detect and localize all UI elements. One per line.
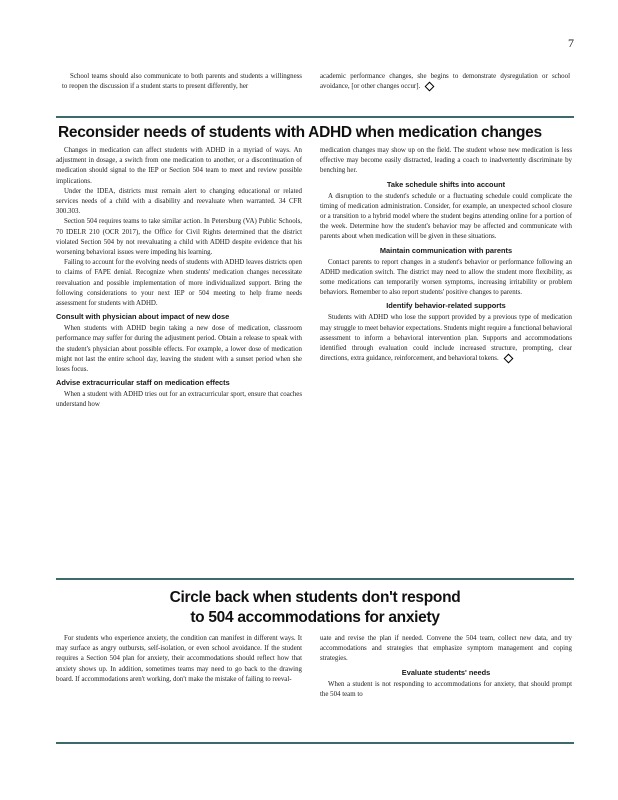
section1-heading: Reconsider needs of students with ADHD when medication changes [58, 124, 542, 141]
section2-heading-line1: Circle back when students don't respond [169, 589, 461, 606]
section1-left-column [56, 146, 302, 411]
right-top-text: medication changes may show up on the field. The student whose new medication is less effective may become easily distracted, leading a coach to inadvertently discriminate by benching her. [320, 147, 572, 175]
subheading-parent-communication: Maintain communication with parents [379, 245, 513, 255]
extracurricular-text: When a student with ADHD tries out for an extracurricular sport, ensure that coaches understand how [56, 391, 302, 409]
section2-right-top-text: uate and revise the plan if needed. Convene the 504 team, collect new data, and try accommodations and strategies that emphasize symptom management and coping strategies. [320, 635, 572, 663]
section1-para-4: Failing to account for the evolving needs of students with ADHD leaves districts open to claims of FAPE denial. Recognize when students' medication changes necessitate reevaluation and possible implementation of more individualized support. Bring the following considerations to your next IEP or 504 meeting to help frame needs assessment for students with ADHD. [56, 259, 302, 308]
subheading-evaluate-needs: Evaluate students' needs [401, 667, 491, 677]
schedule-shifts-text: A disruption to the student's schedule or a fluctuating schedule could complicate the timing of medication administration. Consider, for example, an unexpected school closure or a transition to a hybrid model where the student begins attending online for a portion of the week. Determine how the student's behavior may be affected and communicate with parents about when medication will be given in these situations. [320, 192, 572, 241]
section1-para-2: Under the IDEA, districts must remain alert to changing educational or related services needs of a child with a disability and reevaluate when warranted. 34 CFR 300.303. [56, 187, 302, 216]
end-mark-icon [503, 354, 513, 364]
section2-heading-line2: to 504 accommodations for anxiety [190, 609, 440, 626]
section2-heading [56, 588, 574, 628]
evaluate-needs-text: When a student is not responding to accommodations for anxiety, that should prompt the 504 team to [320, 680, 572, 698]
section2-left-text: For students who experience anxiety, the condition can manifest in different ways. It may surface as angry outbursts, self-isolation, or even school avoidance. If the student requires a Section 504 plan for anxiety, their accommodations should reflect how that anxiety shows up. In addition, sometimes teams may need to go back to the drawing board. If accommodations aren't working, don't make the mistake of failing to reeval- [56, 635, 302, 683]
consult-physician-text: When students with ADHD begin taking a new dose of medication, classroom performance may suffer for during the adjustment period. Obtain a release to speak with the student's physician about possible effects. For example, a lower dose of medication might not last the entire school day, leaving the student with a sunset period when she loses focus. [56, 325, 302, 374]
end-mark-icon [425, 82, 435, 92]
intro-left-text: School teams should also communicate to both parents and students a willingness to reopen the discussion if a student starts to present differently, her [62, 73, 302, 91]
section-divider-top [56, 116, 574, 118]
parent-communication-text: Contact parents to report changes in a student's behavior or performance following an ADHD medication switch. The district may need to allow the student more flexibility, as some medications can temporarily worsen symptoms, increasing irritability or problem behaviors. Remember to also report students' positive changes to parents. [320, 258, 572, 297]
intro-left-column [62, 72, 302, 92]
intro-right-column [320, 72, 570, 92]
page-number: 7 [568, 36, 574, 50]
section1-para-1: Changes in medication can affect students with ADHD in a myriad of ways. An adjustment in dosage, a switch from one medication to another, or a discontinuation of medication should signal to the IEP or Section 504 team to meet and review possible implications. [56, 147, 302, 185]
section2-right-column [320, 634, 572, 700]
intro-right-text: academic performance changes, she begins to demonstrate dysregulation or school avoidance, [or other changes occur]. [320, 73, 570, 91]
section-divider-bottom [56, 742, 574, 744]
section-divider-middle [56, 578, 574, 580]
subheading-behavior-supports: Identify behavior-related supports [386, 301, 506, 311]
section1-right-column [320, 146, 572, 364]
behavior-supports-text: Students with ADHD who lose the support provided by a previous type of medication may struggle to meet behavior expectations. Students might require a functional behavioral assessment to inform a behavioral intervention plan. Supports and accommodations identified through evaluation could include increased structure, prompting, clear directions, extra guidance, reinforcement, and behavioral tokens. [320, 314, 572, 363]
section1-para-3: Section 504 requires teams to take similar action. In Petersburg (VA) Public Schools, 70 IDELR 210 (OCR 2017), the Office for Civil Rights determined that the district violated Section 504 by not reevaluating a child with ADHD despite evidence that his worsening behavioral issues were impeding his learning. [56, 218, 302, 257]
subheading-extracurricular: Advise extracurricular staff on medication effects [56, 378, 230, 388]
section2-left-column [56, 634, 302, 685]
subheading-schedule-shifts: Take schedule shifts into account [386, 179, 506, 189]
subheading-consult-physician: Consult with physician about impact of new dose [56, 312, 230, 322]
